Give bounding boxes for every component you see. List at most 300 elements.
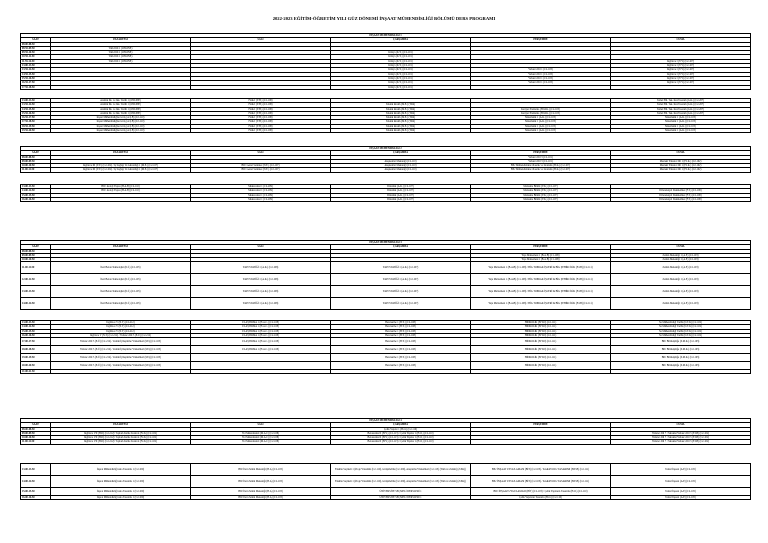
time-cell: 18.55-19.50 <box>21 124 51 128</box>
course-cell: Teknik Resim (M.E.) (TR4) <box>331 103 471 107</box>
course-cell: İnşaat Mühendisliği Ana Tasarımı 1 (C2-100) <box>51 464 191 476</box>
course-cell: İngilizce V (N.T) (C2-212) <box>51 321 191 325</box>
time-cell: 15.55-16.50 <box>21 111 51 115</box>
course-cell: Fizik I (Y.H.) (C2-108) <box>191 103 331 107</box>
course-cell: Matematik 1 (A.K.) (C2-105) <box>471 124 611 128</box>
course-cell: BIU Genel Seminer (N.E.) (C2-107) <box>191 168 331 172</box>
course-cell: Fizik I (Y.H.) (C2-108) <box>191 129 331 133</box>
course-cell: HİDROLİK (H.Y.D) (C2-111) <box>471 325 611 329</box>
course-cell: ÜNİVERSİTE SEÇMELİ DERSLERİ 1 <box>331 488 471 496</box>
course-cell: Fizik I (Y.H.) (C2-108) <box>191 124 331 128</box>
course-cell: İngilizce I (Y.Y) (C2-107) <box>611 68 751 72</box>
course-cell: BIU İleri Zemin Mekaniği (H.A) (C2-103) <box>191 464 331 476</box>
course-cell: Betonarme 1 (H.Y.) (C2-108) <box>331 338 471 346</box>
time-cell: 14.00-14.50 <box>21 298 51 310</box>
course-cell: Kimya (K.Y.) (C2-101) <box>331 72 471 76</box>
course-cell: Temel Bil. Tek. Kul.Tasarım (G.K.) (C2-207) <box>611 107 751 111</box>
course-cell: Teknik Resim (M.E.) (TR4) <box>331 129 471 133</box>
schedule-block <box>20 463 751 500</box>
course-cell: YAPI STATİĞİ 1 (A.K.) (C2-107) <box>331 298 471 310</box>
course-cell: Çelik Yapılar 1 (H.O.) (C2-110) <box>331 427 471 431</box>
course-cell: Temel Bil. Tek. Kul.Tasarım (G.K.) (C2-207) <box>611 99 751 103</box>
course-cell: Kariyer Planlama (H.M.K.) (C2-105) <box>471 107 611 111</box>
course-cell <box>191 370 331 374</box>
course-cell: Teknik Resim (M.E.) (TR4) <box>331 120 471 124</box>
time-cell: 10.00-10.50 <box>21 436 51 440</box>
day-header: ÇARŞAMBA <box>331 38 471 42</box>
course-cell: Dinamik (A.K.) (C2-107) <box>331 193 471 197</box>
course-cell: Yapı Malzemesi 1 (B.A.B) (C1-108) / BİG TOPRAK İŞLERİ & BİG ŞEHİRCİLİK (F.I.B) (C2-111) <box>471 286 611 298</box>
day-header: CUMA <box>611 245 751 249</box>
course-cell: BIU Bilirkişiliğe (S.M.K.) (C2-103) <box>611 362 751 370</box>
time-cell: 13.00-13.50 <box>21 99 51 103</box>
schedule-block <box>20 184 751 202</box>
table-row <box>21 262 751 274</box>
course-cell: Akışkanlar Mekaniği (C2-110) <box>331 164 471 168</box>
course-cell: Zemin Mekaniği 1 (A.E) (C2-103) <box>611 298 751 310</box>
course-cell: Betonarme 1 (H.Y.) (C2-108) <box>331 346 471 354</box>
course-cell: Mesleki Yabancı Dil 1 (F.I.K.) (C2-102) <box>611 159 751 163</box>
course-cell: Yabancı Dil 3 (C2-101) <box>471 159 611 163</box>
course-cell: Temel Bil. Tek. Kul.Tasarım (G.K.) (C2-207) <box>611 103 751 107</box>
course-cell: İngilizce I (Y.Y) (C2-107) <box>611 81 751 85</box>
time-cell: 14.00-14.50 <box>21 476 51 488</box>
time-cell: 21.00-21.50 <box>21 370 51 374</box>
time-cell: 08.00-08.50 <box>21 427 51 431</box>
course-cell: İngilizce III (Y.Y.) (C2-102) / İş Sağlığı Ve Güvenliği 1 (M.E.) (C2-107) <box>51 168 191 172</box>
course-cell: BIU İNŞAAT UYGULAMASI (BİT) (C2-103) / KARAYOLU TASARIMI (H.E.B) (C2-111) <box>471 464 611 476</box>
table-row <box>21 362 751 370</box>
table-row <box>21 197 751 201</box>
course-cell: Kimya (K.Y.) (C2-101) <box>331 59 471 63</box>
course-cell: BIU Mühendislikte Olasılık ve İstatistik (H.K.) (C2-107) <box>471 168 611 172</box>
course-cell: İngilizce VII (H.D) (C2-212)/ Toplam Kalite Kontrol (F.I.K) (C2-102) <box>51 436 191 440</box>
table-row <box>21 488 751 496</box>
time-cell: 11.00-11.50 <box>21 440 51 444</box>
course-cell: Betonarme 1 (H.Y.) (C2-108) <box>331 321 471 325</box>
course-cell: Yapı Malzemesi 1 (B.A.B) (C1-108) / BİG TOPRAK İŞLERİ & BİG ŞEHİRCİLİK (F.I.B) (C2-111) <box>471 274 611 286</box>
time-cell: 19.00-19.50 <box>21 354 51 362</box>
time-cell: 09.00-09.50 <box>21 253 51 257</box>
time-cell: 13.55-14.50 <box>21 103 51 107</box>
day-header: SALI <box>191 151 331 155</box>
day-header: ÇARŞAMBA <box>331 423 471 427</box>
course-cell: Yabancı Dil 5 (E.Ü) (C2-212) / Zemin İyileştirme Yöntemleri (M.Ş) (C2-103) <box>51 338 191 346</box>
section-title: İNŞAAT MÜHENDİSLİĞİ 3 <box>21 241 751 245</box>
course-cell: HİDROLİK (H.Y.D) (C2-111) <box>471 321 611 325</box>
time-cell: 14.00-14.50 <box>21 325 51 329</box>
course-cell: İnşaat Mühendisliğine Giriş (A.Ş.B) (C2-110) <box>51 120 191 124</box>
course-cell: Diferansiyel Denklemler (F.T.) (C2-108) <box>611 193 751 197</box>
time-cell: 10.00-10.50 <box>21 258 51 262</box>
course-cell: Mesleki Yabancı Dil 1 (F.I.K.) (C2-102) <box>611 168 751 172</box>
time-cell: 14.55-15.50 <box>21 107 51 111</box>
course-cell: Yabancı Dil 3 (C2-101) <box>471 155 611 159</box>
course-cell: İngilizce VII (H.D) (C2-212)/ Toplam Kalite Kontrol (F.I.K) (C2-102) <box>51 440 191 444</box>
course-cell: Temel Bil. Tek. Kul.Tasarım (G.K.) (C2-207) <box>611 111 751 115</box>
time-cell: 09.00-09.50 <box>21 159 51 163</box>
course-cell: Matematik 1 (A.K.) (C2-105) <box>611 116 751 120</box>
day-header: CUMA <box>611 38 751 42</box>
course-cell: YAPI STATİĞİ 1 (A.K.) (C2-108) <box>191 274 331 286</box>
course-cell: Akışkanlar Mekaniği (C2-110) <box>331 159 471 163</box>
course-cell: İngilizce VII (H.D) (C2-212)/ Toplam Kalite Kontrol (F.I.K) (C2-102) <box>51 431 191 435</box>
course-cell: İngilizce I (Y.Y) (C2-107) <box>611 72 751 76</box>
course-cell: Dinamik (A.K.) (C2-107) <box>331 197 471 201</box>
time-cell: 20.00-20.50 <box>21 362 51 370</box>
course-cell: Betonarme 1 (H.Y.) (C2-108) <box>331 325 471 329</box>
time-cell: 10.00-10.50 <box>21 164 51 168</box>
course-cell: Dinamik (A.K.) (C2-107) <box>331 185 471 189</box>
course-cell: Matematik 1 (A.K.) (C2-105) <box>611 120 751 124</box>
course-cell: Kimya (K.Y.) (C2-101) <box>331 51 471 55</box>
section-title: İNŞAAT MÜHENDİSLİĞİ 4 <box>21 419 751 423</box>
course-cell: Betonarme 1 (H.Y.) (C2-108) <box>331 333 471 337</box>
course-cell: Yabancı Dil 5 (E.Ü) (C2-212) / Zemin İyileştirme Yöntemleri (M.Ş) (C2-103) <box>51 346 191 354</box>
time-cell: 15.00-15.50 <box>21 329 51 333</box>
section-title: İNŞAAT MÜHENDİSLİĞİ 1 <box>21 34 751 38</box>
course-cell: Su Mühendisliği Tarihi (D.T.K) (C2-102) <box>611 325 751 329</box>
course-cell: Atatürk İlk. ve İnk. Tarihi 1 (ONLINE) <box>51 111 191 115</box>
course-cell: Betonarme 1 (H.Y.) (C2-108) <box>331 329 471 333</box>
time-cell: 08.00-08.50 <box>21 42 51 46</box>
course-cell: Temel İnşaatı (A.E) (C2-105) <box>611 464 751 476</box>
time-header: SAAT <box>21 38 51 42</box>
course-cell: İleri Beton Teknolojisi (D.İ.) (C2-105) <box>51 262 191 274</box>
course-cell: YAPI STATİĞİ 1 (A.K.) (C2-108) <box>191 298 331 310</box>
course-cell: YAPI STATİĞİ 1 (A.K.) (C2-107) <box>331 286 471 298</box>
course-cell: Zemin Mekaniği 1 (A.E) (C2-103) <box>611 286 751 298</box>
course-cell: Yabancı Dil 5 (E.Ü) (C2-212) / Zemin İyileştirme Yöntemleri (M.Ş) (C2-103) <box>51 362 191 370</box>
course-cell: Yabancı Dil 1 (C2-103) <box>471 68 611 72</box>
course-cell: Kimya (K.Y.) (C2-101) <box>331 64 471 68</box>
table-row <box>21 338 751 346</box>
course-cell: BIU İNŞAAT UYGULAMASI (BİT) (C2-103) / Çelik Yapıların Tasarımı (H.O.) (C2-110) <box>471 488 611 496</box>
course-cell: BIU Jeoloji Yapısı (H.A.B) (C2-110) <box>51 185 191 189</box>
schedule-block <box>20 146 751 173</box>
course-cell: İngilizce V (N.T) (C2-212) <box>51 325 191 329</box>
course-cell: Yol Malzemeleri (M.A.C) (C2-108) <box>191 436 331 440</box>
day-header: PERŞEMBE <box>471 423 611 427</box>
course-cell <box>611 370 751 374</box>
course-cell: HİDROLİK (H.Y.D) (C2-111) <box>471 329 611 333</box>
course-cell: YAPI STATİĞİ 1 (A.K.) (C2-107) <box>331 262 471 274</box>
schedule-block <box>20 320 751 374</box>
time-cell: 11.00-11.50 <box>21 168 51 172</box>
course-cell: İnşaat Mühendisliğine Giriş (A.Ş.B) (C2-110) <box>51 116 191 120</box>
table-row <box>21 168 751 172</box>
course-cell: Yapı Malzemesi 1 (B.A.B) (C1-108) / BİG TOPRAK İŞLERİ & BİG ŞEHİRCİLİK (F.I.B) (C2-111) <box>471 262 611 274</box>
course-cell: Yabancı Dil 1 (C2-103) <box>471 76 611 80</box>
course-cell: Malzeme Bilimi (Y.K.) (C2-107) <box>471 197 611 201</box>
time-cell: 13.00-13.50 <box>21 185 51 189</box>
course-cell <box>471 85 611 89</box>
course-cell <box>191 354 331 362</box>
course-cell: Malzeme Bilimi (Y.K.) (C2-107) <box>471 189 611 193</box>
course-cell: İnşaat Mühendisliği Ana Tasarımı 1 (C2-100) <box>51 488 191 496</box>
course-cell: Fizik I (Y.H.) (C2-108) <box>191 120 331 124</box>
course-cell: Betonarme 1 (H.Y.) (C2-108) <box>331 354 471 362</box>
day-header: PAZARTESİ <box>51 151 191 155</box>
course-cell: ÜNİVERSİTE SEÇMELİ DERSLERİ 1 <box>331 496 471 500</box>
table-row <box>21 85 751 89</box>
course-cell: Su Mühendisliği Tarihi (D.T.K) (C2-102) <box>611 329 751 333</box>
course-cell: ULAŞTIRMA 1 (H.A.C.) (C2-108) <box>191 325 331 329</box>
course-cell: Atatürk İlk. ve İnk. Tarihi 1 (ONLINE) <box>51 99 191 103</box>
course-cell: BIU İleri Zemin Mekaniği (H.A) (C2-103) <box>191 496 331 500</box>
course-cell <box>471 440 611 444</box>
course-cell: BIU İleri Zemin Mekaniği (H.A) (C2-103) <box>191 476 331 488</box>
day-header: PAZARTESİ <box>51 245 191 249</box>
time-cell: 09.00-09.50 <box>21 431 51 435</box>
time-cell: 13.00-13.50 <box>21 321 51 325</box>
course-cell: ULAŞTIRMA 1 (H.A.C.) (C2-108) <box>191 338 331 346</box>
time-header: SAAT <box>21 151 51 155</box>
course-cell: BIU Bilirkişiliğe (S.M.K.) (C2-103) <box>611 338 751 346</box>
course-cell: Türk Dili 1 (ONLINE) <box>51 51 191 55</box>
course-cell: BIU Bilirkişiliğe (S.M.K.) (C2-103) <box>611 354 751 362</box>
course-cell: Fizik I (Y.H.) (C2-108) <box>191 116 331 120</box>
day-header: SALI <box>191 423 331 427</box>
course-cell: Teknik Resim (M.E.) (TR4) <box>331 107 471 111</box>
day-header: PAZARTESİ <box>51 423 191 427</box>
table-row <box>21 476 751 488</box>
time-cell: 16.00-16.50 <box>21 496 51 500</box>
table-row <box>21 274 751 286</box>
course-cell: Yabancı Dil 7 / Mesleki Yabancı Dil 3 (F.I.B) (C2-102) <box>611 431 751 435</box>
course-cell: HİDROLİK (H.Y.D) (C2-111) <box>471 338 611 346</box>
course-cell: ULAŞTIRMA 1 (H.A.C.) (C2-108) <box>191 321 331 325</box>
course-cell: Matematik 1 (A.K.) (C2-105) <box>611 124 751 128</box>
course-cell: Teknik Resim (M.E.) (TR4) <box>331 111 471 115</box>
time-cell: 09.55-10.50 <box>21 51 51 55</box>
time-cell: 17.00-17.50 <box>21 338 51 346</box>
course-cell: Betonarme II (H.Y.) (C2-113) / Çelik Yapılar 1 (H.O.) (C2-110) <box>331 436 471 440</box>
time-header: SAAT <box>21 245 51 249</box>
page-title: 2022-2023 EĞİTİM-ÖĞRETİM YILI GÜZ DÖNEMİ İNŞAAT MÜHENDİSLİĞİ BÖLÜMÜ DERS PROGRAMI <box>272 16 496 21</box>
course-cell: Yapı Malzemesi 1 (B.A.B) (C1-108) <box>471 253 611 257</box>
course-cell: Mesleki Yabancı Dil 1 (F.I.K.) (C2-102) <box>611 164 751 168</box>
day-header: PERŞEMBE <box>471 38 611 42</box>
time-cell: 11.00-11.50 <box>21 262 51 274</box>
time-cell: 16.00-16.50 <box>21 333 51 337</box>
course-cell: HİDROLİK (H.Y.D) (C2-111) <box>471 354 611 362</box>
course-cell: YAPI STATİĞİ 1 (A.K.) (C2-108) <box>191 286 331 298</box>
schedule-block <box>20 240 751 310</box>
course-cell: İnşaat Mühendisliğine Giriş (A.Ş.B) (C2-110) <box>51 124 191 128</box>
course-cell: Teknik Resim (M.E.) (TR4) <box>331 116 471 120</box>
course-cell: Kimya (K.Y.) (C2-101) <box>331 55 471 59</box>
course-cell: Matematik 1 (A.K.) (C2-105) <box>471 116 611 120</box>
course-cell <box>51 370 191 374</box>
course-cell: Yabancı Dil 1 (C2-103) <box>471 81 611 85</box>
course-cell: ULAŞTIRMA 1 (H.A.C.) (C2-108) <box>191 346 331 354</box>
course-cell: Betonarme 1 (H.Y.) (C2-108) <box>331 362 471 370</box>
day-header: CUMA <box>611 423 751 427</box>
day-header: ÇARŞAMBA <box>331 245 471 249</box>
course-cell: Mukavemet 1 (C2-209) <box>191 193 331 197</box>
course-cell: Matematik 1 (A.K.) (C2-105) <box>471 120 611 124</box>
course-cell: Zemin Mekaniği 1 (A.E) (C2-103) <box>611 253 751 257</box>
course-cell: Betonarme II (H.Y.) (C2-113) / Çelik Yapılar 1 (H.O.) (C2-110) <box>331 440 471 444</box>
day-header: SALI <box>191 245 331 249</box>
course-cell: BIU İNŞAAT UYGULAMASI (BİT) (C2-103) / KARAYOLU TASARIMI (H.E.B) (C2-111) <box>471 476 611 488</box>
course-cell: İleri Beton Teknolojisi (D.İ.) (C2-105) <box>51 274 191 286</box>
course-cell: Malzeme Bilimi (Y.K.) (C2-107) <box>471 193 611 197</box>
course-cell: Mukavemet 1 (C2-209) <box>191 189 331 193</box>
time-cell: 15.00-15.50 <box>21 488 51 496</box>
course-cell: YAPI STATİĞİ 1 (A.K.) (C2-107) <box>331 274 471 286</box>
time-cell: 08.00-08.50 <box>21 249 51 253</box>
table-row <box>21 464 751 476</box>
course-cell: İngilizce I (Y.Y) (C2-107) <box>611 64 751 68</box>
course-cell: Türk Dili 1 (ONLINE) <box>51 59 191 63</box>
course-cell: Fakülte Seçmeli 1 (Proje Yönetimi (C2-110), Girişimcilik (C2-109), Araştırma Yöntemleri (C2-113) (Tüm ve Zemin) (Z.P.K)) <box>331 464 471 476</box>
table-row <box>21 346 751 354</box>
course-cell: Yabancı Dil 5 (E.Ü) (C2-212) / Zemin İyileştirme Yöntemleri (M.Ş) (C2-103) <box>51 354 191 362</box>
table-row <box>21 286 751 298</box>
course-cell: BIU Genel Seminer (N.E.) (C2-107) <box>191 164 331 168</box>
course-cell: Atatürk İlk. ve İnk. Tarihi 1 (ONLINE) <box>51 103 191 107</box>
time-cell: 12.00-12.50 <box>21 274 51 286</box>
time-cell: 08.55-09.50 <box>21 46 51 50</box>
time-cell: 17.55-18.50 <box>21 120 51 124</box>
day-header: PERŞEMBE <box>471 245 611 249</box>
time-cell: 13.55-14.50 <box>21 68 51 72</box>
course-cell: Fizik I (Y.H.) (C2-108) <box>191 111 331 115</box>
course-cell: İnşaat Mühendisliği Ana Tasarımı 1 (C2-100) <box>51 496 191 500</box>
time-cell: 14.55-15.50 <box>21 72 51 76</box>
course-cell: Mukavemet 1 (C2-209) <box>191 197 331 201</box>
course-cell: Yol Malzemeleri (M.A.C) (C2-108) <box>191 440 331 444</box>
course-cell: Matematik 1 (A.K.) (C2-105) <box>471 129 611 133</box>
time-cell: 13.00-13.50 <box>21 64 51 68</box>
course-cell: Zemin Mekaniği 1 (A.E) (C2-103) <box>611 262 751 274</box>
time-cell: 15.00-15.50 <box>21 193 51 197</box>
course-cell: Atatürk İlk. ve İnk. Tarihi 1 (ONLINE) <box>51 107 191 111</box>
course-cell: Dinamik (A.K.) (C2-107) <box>331 189 471 193</box>
course-cell: Su Mühendisliği Tarihi (D.T.K) (C2-102) <box>611 333 751 337</box>
course-cell: Kimya (K.Y.) (C2-101) <box>331 81 471 85</box>
course-cell: Yol Malzemeleri (M.A.C) (C2-108) <box>191 431 331 435</box>
course-cell <box>611 85 751 89</box>
course-cell: Su Mühendisliği Tarihi (D.T.K) (C2-102) <box>611 321 751 325</box>
course-cell: İngilizce III (Y.Y.) (C2-102) / İş Sağlığı Ve Güvenliği 1 (M.E.) (C2-107) <box>51 164 191 168</box>
time-cell: 13.00-13.50 <box>21 464 51 476</box>
time-cell: 14.00-14.50 <box>21 189 51 193</box>
course-cell: BIU Bilirkişiliğe (S.M.K.) (C2-103) <box>611 346 751 354</box>
time-cell: 08.00-08.50 <box>21 155 51 159</box>
schedule-block <box>20 418 751 445</box>
course-cell: İnşaat Mühendisliği Ana Tasarımı 1 (C2-100) <box>51 476 191 488</box>
course-cell: Çelik Yapıların Tasarımı (H.O.) (C2-110) <box>471 496 611 500</box>
course-cell: İnşaat Mühendisliğine Giriş (A.Ş.B) (C2-110) <box>51 129 191 133</box>
table-row <box>21 440 751 444</box>
schedule-block <box>20 33 751 90</box>
course-cell: Temel İnşaatı (A.E) (C2-105) <box>611 476 751 488</box>
course-cell: İleri Beton Teknolojisi (D.İ.) (C2-105) <box>51 298 191 310</box>
table-row <box>21 496 751 500</box>
time-cell: 18.00-18.50 <box>21 346 51 354</box>
course-cell: İngilizce V (N.T) (C2-212) / Yabancı Dil 5 (E.Ü) (C2-212) <box>51 333 191 337</box>
day-header: PERŞEMBE <box>471 151 611 155</box>
course-cell: İngilizce I (Y.Y) (C2-107) <box>611 59 751 63</box>
time-cell: 16.55-17.50 <box>21 81 51 85</box>
course-cell: Akışkanlar Mekaniği (C2-110) <box>331 168 471 172</box>
course-cell: İngilizce V (N.T) (C2-212) <box>51 329 191 333</box>
course-cell: Fizik I (Y.H.) (C2-108) <box>191 99 331 103</box>
course-cell: Türk Dili 1 (ONLINE) <box>51 46 191 50</box>
course-cell: İngilizce I (Y.Y) (C2-107) <box>611 76 751 80</box>
day-header: PAZARTESİ <box>51 38 191 42</box>
course-cell <box>331 370 471 374</box>
course-cell: Zemin Mekaniği 1 (A.E) (C2-103) <box>611 258 751 262</box>
course-cell: Temel İnşaatı (A.E) (C2-105) <box>611 496 751 500</box>
time-cell: 11.55-12.50 <box>21 59 51 63</box>
table-row <box>21 354 751 362</box>
time-cell: 13.00-13.50 <box>21 286 51 298</box>
course-cell: Malzeme Bilimi (Y.K.) (C2-107) <box>471 185 611 189</box>
time-header: SAAT <box>21 423 51 427</box>
course-cell: Fakülte Seçmeli 1 (Proje Yönetimi (C2-110), Girişimcilik (C2-109), Araştırma Yöntemleri (C2-113) (Tüm ve Zemin) (Z.P.K)) <box>331 476 471 488</box>
course-cell: ULAŞTIRMA 1 (H.A.C.) (C2-108) <box>191 333 331 337</box>
day-header: SALI <box>191 38 331 42</box>
course-cell: HİDROLİK (H.Y.D) (C2-111) <box>471 362 611 370</box>
course-cell: Zemin Mekaniği 1 (A.E) (C2-103) <box>611 274 751 286</box>
course-cell: BIU Jeoloji Yapısı (H.A.B) (C2-110) <box>51 189 191 193</box>
course-cell: Diferansiyel Denklemler (F.T.) (C2-108) <box>611 189 751 193</box>
day-header: ÇARŞAMBA <box>331 151 471 155</box>
time-cell: 19.55-20.50 <box>21 129 51 133</box>
course-cell: Türk Dili 1 (ONLINE) <box>51 55 191 59</box>
course-cell: Betonarme II (H.Y.) (C2-113) / Çelik Yapılar 1 (H.O.) (C2-110) <box>331 431 471 435</box>
course-cell: Diferansiyel Denklemler (F.T.) (C2-108) <box>611 197 751 201</box>
course-cell: Yabancı Dil 7 / Mesleki Yabancı Dil 3 (F.I.B) (C2-102) <box>611 436 751 440</box>
course-cell: Mukavemet 1 (C2-209) <box>191 185 331 189</box>
table-row <box>21 298 751 310</box>
course-cell: Temel İnşaatı (A.E) (C2-105) <box>611 488 751 496</box>
table-row <box>21 370 751 374</box>
table-row <box>21 129 751 133</box>
course-cell: HİDROLİK (H.Y.D) (C2-111) <box>471 346 611 354</box>
time-cell: 16.00-16.50 <box>21 197 51 201</box>
course-cell: BIU İleri Zemin Mekaniği (H.A) (C2-103) <box>191 488 331 496</box>
time-cell: 17.55-18.50 <box>21 85 51 89</box>
course-cell: Fizik I (Y.H.) (C2-108) <box>191 107 331 111</box>
section-title: İNŞAAT MÜHENDİSLİĞİ 2 <box>21 147 751 151</box>
course-cell <box>471 370 611 374</box>
schedule-block <box>20 98 751 133</box>
course-cell: İleri Beton Teknolojisi (D.İ.) (C2-105) <box>51 286 191 298</box>
course-cell: Kimya (K.Y.) (C2-101) <box>331 76 471 80</box>
course-cell: Kimya (K.Y.) (C2-101) <box>331 68 471 72</box>
course-cell: YAPI STATİĞİ 1 (A.K.) (C2-108) <box>191 262 331 274</box>
course-cell: Teknik Resim (M.E.) (TR4) <box>331 124 471 128</box>
course-cell: Yabancı Dil 1 (C2-103) <box>471 72 611 76</box>
course-cell: BIU Mühendislikte Olasılık ve İstatistik (H.K.) (C2-107) <box>471 164 611 168</box>
course-cell <box>51 197 191 201</box>
course-cell <box>191 85 331 89</box>
course-cell: Yapı Malzemesi 1 (B.A.B) (C1-108) / BİG TOPRAK İŞLERİ & BİG ŞEHİRCİLİK (F.I.B) (C2-111) <box>471 298 611 310</box>
time-cell: 15.55-16.50 <box>21 76 51 80</box>
day-header: CUMA <box>611 151 751 155</box>
time-cell: 10.55-11.50 <box>21 55 51 59</box>
time-cell: 16.55-17.50 <box>21 116 51 120</box>
course-cell: Matematik 1 (A.K.) (C2-105) <box>611 129 751 133</box>
course-cell: ULAŞTIRMA 1 (H.A.C.) (C2-108) <box>191 329 331 333</box>
course-cell: HİDROLİK (H.Y.D) (C2-111) <box>471 333 611 337</box>
course-cell: Kimya (K.Y.) (C2-101) <box>331 85 471 89</box>
